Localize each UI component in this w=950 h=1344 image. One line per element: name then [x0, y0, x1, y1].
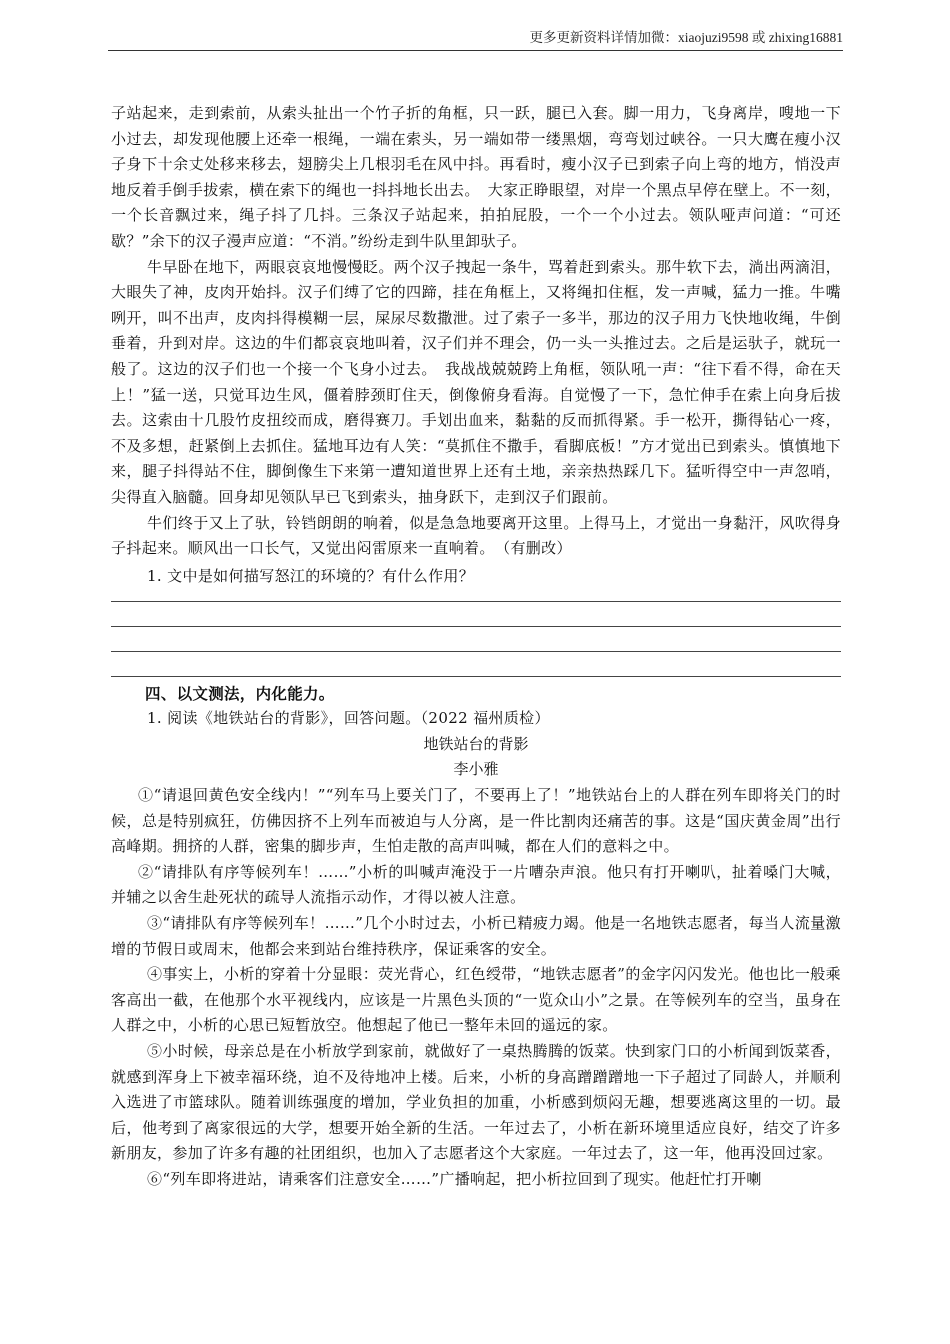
answer-line	[111, 651, 841, 652]
passage-paragraph-2: 牛早卧在地下，两眼哀哀地慢慢眨。两个汉子拽起一条牛，骂着赶到索头。那牛软下去，淌出两滴泪，大眼失了神，皮肉开始抖。汉子们缚了它的四蹄，挂在角框上，又将绳扣住框，发一声喊，猛力一推。牛嘴咧开，叫不出声，皮肉抖得模糊一层，屎尿尽数撒泄。过了索子一多半，那边的汉子用力飞快地收绳，牛倒垂着，升到对岸。这边的牛们都哀哀地叫着，汉子们并不理会，仍一头一头推过去。之后是运驮子，就玩一般了。这边的汉子们也一个接一个飞身小过去。 我战战兢兢跨上角框，领队吼一声：“往下看不得，命在天上！”猛一送，只觉耳边生风，僵着脖颈盯住天，倒像俯身看海。自觉慢了一下，急忙伸手在索上向身后拔去。这索由十几股竹皮扭绞而成，磨得赛刀。手划出血来，黏黏的反而抓得紧。手一松开，撕得钻心一疼，不及多想，赶紧倒上去抓住。猛地耳边有人笑：“莫抓住不撒手，看脚底板！”方才觉出已到索头。慎慎地下来，腿子抖得站不住，脚倒像生下来第一遭知道世界上还有土地，亲亲热热踩几下。猛听得空中一声忽哨，尖得直入脑髓。回身却见领队早已飞到索头，抽身跃下，走到汉子们跟前。	[111, 257, 841, 506]
page-content	[111, 101, 841, 1193]
passage-paragraph-1: 子站起来，走到索前，从索头扯出一个竹子折的角框，只一跃，腿已入套。脚一用力，飞身离岸，嗖地一下小过去，却发现他腰上还牵一根绳，一端在索头，另一端如带一缕黑烟，弯弯划过峡谷。一只大鹰在瘦小汉子身下十余丈处移来移去，翅膀尖上几根羽毛在风中抖。再看时，瘦小汉子已到索子向上弯的地方，悄没声地反着手倒手拔索，横在索下的绳也一抖抖地长出去。 大家正睁眼望，对岸一个黑点早停在壁上。不一刻，一个长音飘过来，绳子抖了几抖。三条汉子站起来，拍拍屁股，一个一个小过去。领队哑声问道：“可还歇？”余下的汉子漫声应道：“不消。”纷纷走到牛队里卸驮子。	[111, 104, 841, 250]
header-text: 更多更新资料详情加微：xiaojuzi9598 或 zhixing16881	[529, 30, 843, 45]
article-paragraph-3: ③“请排队有序等候列车！……”几个小时过去，小析已精疲力竭。他是一名地铁志愿者，每当人流量激增的节假日或周末，他都会来到站台维持秩序，保证乘客的安全。	[111, 914, 841, 958]
answer-line	[111, 676, 841, 677]
question-1: 1. 文中是如何描写怒江的环境的？有什么作用？	[147, 566, 475, 585]
task-instruction: 1. 阅读《地铁站台的背影》，回答问题。（2022 福州质检）	[147, 709, 550, 728]
answer-lines	[111, 601, 841, 677]
answer-line	[111, 626, 841, 627]
article-paragraph-6: ⑥“列车即将进站，请乘客们注意安全……”广播响起，把小析拉回到了现实。他赶忙打开喇	[147, 1169, 762, 1188]
section-heading: 四、以文测法，内化能力。	[145, 684, 335, 704]
article-paragraph-4: ④事实上，小析的穿着十分显眼：荧光背心，红色绶带，“地铁志愿者”的金字闪闪发光。他也比一般乘客高出一截，在他那个水平视线内，应该是一片黑色头顶的“一览众山小”之景。在等候列车的空当，虽身在人群之中，小析的心思已短暂放空。他想起了他已一整年未回的遥远的家。	[111, 965, 841, 1035]
article-paragraph-5: ⑤小时候，母亲总是在小析放学到家前，就做好了一桌热腾腾的饭菜。快到家门口的小析闻到饭菜香，就感到浑身上下被幸福环绕，迫不及待地冲上楼。后来，小析的身高蹭蹭蹭地一下子超过了同龄人，并顺利入选进了市篮球队。随着训练强度的增加，学业负担的加重，小析感到烦闷无趣，想要逃离这里的一切。最后，他考到了离家很远的大学，想要开始全新的生活。一年过去了，小析在新环境里适应良好，结交了许多新朋友，参加了许多有趣的社团组织，也加入了志愿者这个大家庭。一年过去了，这一年，他再没回过家。	[111, 1042, 841, 1163]
answer-line	[111, 601, 841, 602]
page-header	[108, 24, 843, 51]
article-author: 李小雅	[453, 760, 499, 779]
article-title: 地铁站台的背影	[423, 734, 529, 753]
article-paragraph-2: ②“请排队有序等候列车！……”小析的叫喊声淹没于一片嘈杂声浪。他只有打开喇叭，扯着嗓门大喊，并辅之以舍生赴死状的疏导人流指示动作，才得以被人注意。	[111, 862, 841, 907]
passage-paragraph-3: 牛们终于又上了驮，铃铛朗朗的响着，似是急急地要离开这里。上得马上，才觉出一身黏汗，风吹得身子抖起来。顺风出一口长气，又觉出闷雷原来一直响着。 （有删改）	[111, 513, 841, 558]
article-paragraph-1: ①“请退回黄色安全线内！”“列车马上要关门了，不要再上了！”地铁站台上的人群在列车即将关门的时候，总是特别疯狂，仿佛因挤不上列车而被迫与人分离，是一件比割肉还痛苦的事。这是“国庆黄金周”出行高峰期。拥挤的人群，密集的脚步声，生怕走散的高声叫喊，都在人们的意料之中。	[111, 786, 841, 856]
